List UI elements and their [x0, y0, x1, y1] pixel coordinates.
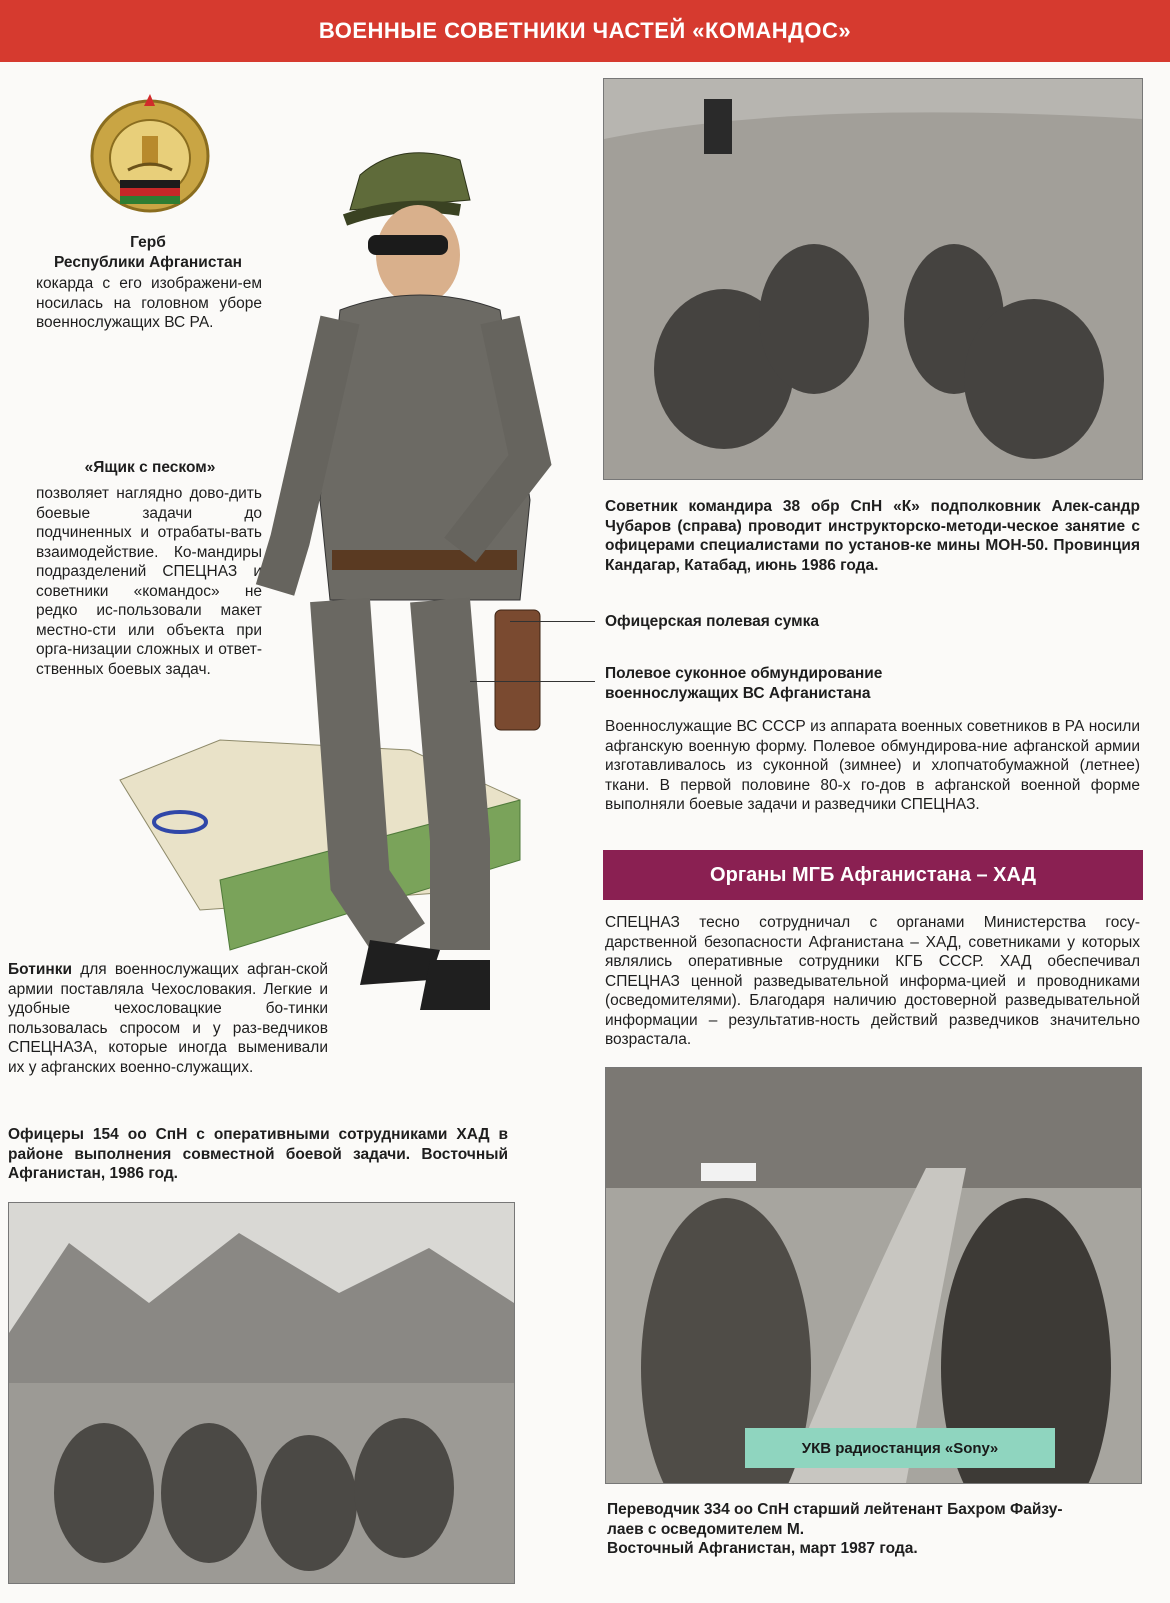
bag-leader-line: [510, 621, 595, 622]
photo-mon50-training: [603, 78, 1143, 480]
radio-label-text: УКВ радиостанция «Sony»: [801, 1439, 999, 1457]
uniform-title: [605, 664, 1140, 703]
page-header: [0, 0, 1170, 62]
photo2-caption: Офицеры 154 оо СпН с оперативными сотрудниками ХАД в районе выполнения совместной боевой задачи. Восточный Афганистан, 1986 год.: [8, 1126, 508, 1182]
emblem-title-line2: Республики Афганистан: [53, 253, 243, 271]
sandbox-text: позволяет наглядно дово-дить боевые задачи до подчиненных и отрабаты-вать взаимодействие. Ко-мандиры подразделений СПЕЦНАЗ и советники «командос» не редко ис-пользовали макет местно-сти или объекта при орга-низации сложных и ответ-ственных боевых задач.: [36, 485, 262, 678]
sandbox-title: «Ящик с песком»: [84, 459, 216, 476]
photo1-caption: Советник командира 38 обр СпН «К» подполковник Алек-сандр Чубаров (справа) проводит инструкторско-методи-ческое занятие с офицерами специалистами по установ-ке мины МОН-50. Провинция Кандагар, Катабад, июнь 1986 года.: [605, 498, 1140, 574]
soldier-illustration: [100, 80, 595, 1030]
page-title: ВОЕННЫЕ СОВЕТНИКИ ЧАСТЕЙ «КОМАНДОС»: [318, 18, 852, 43]
photo3-caption-line1: Переводчик 334 оо СпН старший лейтенант Бахром Файзу-: [607, 1501, 1063, 1518]
khad-heading: [603, 850, 1143, 900]
photo3-caption-line2: лаев с осведомителем М.: [607, 1520, 805, 1538]
radio-label: [745, 1428, 1055, 1468]
bag-label: Офицерская полевая сумка: [605, 613, 819, 630]
photo3-caption-line3: Восточный Афганистан, март 1987 года.: [607, 1540, 918, 1557]
khad-heading-text: Органы МГБ Афганистана – ХАД: [710, 863, 1036, 886]
emblem-text: кокарда с его изображени-ем носилась на головном уборе военнослужащих ВС РА.: [36, 275, 262, 331]
photo-interpreter-informant: [605, 1067, 1142, 1484]
boots-text: [8, 960, 328, 1077]
photo-officers-khad: [8, 1202, 515, 1584]
uniform-title-line2: военнослужащих ВС Афганистана: [605, 684, 871, 702]
uniform-text: Военнослужащие ВС СССР из аппарата военных советников в РА носили афганскую военную форму. Полевое обмундирова-ние афганской армии изготавливалось из суконной (зимнее) и хлопчатобумажной (летнее) ткани. В первой половине 80-х го-дов в афганской военной форме выполняли боевые задачи и разведчики СПЕЦНАЗ.: [605, 718, 1140, 813]
boots-title: Ботинки: [8, 961, 72, 978]
uniform-title-line1: Полевое суконное обмундирование: [605, 665, 883, 682]
photo3-caption: [607, 1500, 1142, 1559]
emblem-title-line1: Герб: [130, 234, 166, 251]
boots-description: для военнослужащих афган-ской армии поставляла Чехословакия. Легкие и удобные чехословацкие бо-тинки пользовалась спросом и у раз-ведчиков СПЕЦНАЗА, которые иногда выменивали их у афганских военно-служащих.: [8, 961, 328, 1076]
uniform-leader-line: [470, 681, 595, 682]
khad-text: СПЕЦНАЗ тесно сотрудничал с органами Министерства госу-дарственной безопасности Афганистана – ХАД, советниками у которых являлись оперативные сотрудники КГБ СССР. ХАД обеспечивал СПЕЦНАЗ ценной разведывательной информа-цией и проводниками (осведомителями). Благодаря наличию достоверной разведывательной информации – результатив-ность действий разведчиков значительно возрастала.: [605, 914, 1140, 1048]
